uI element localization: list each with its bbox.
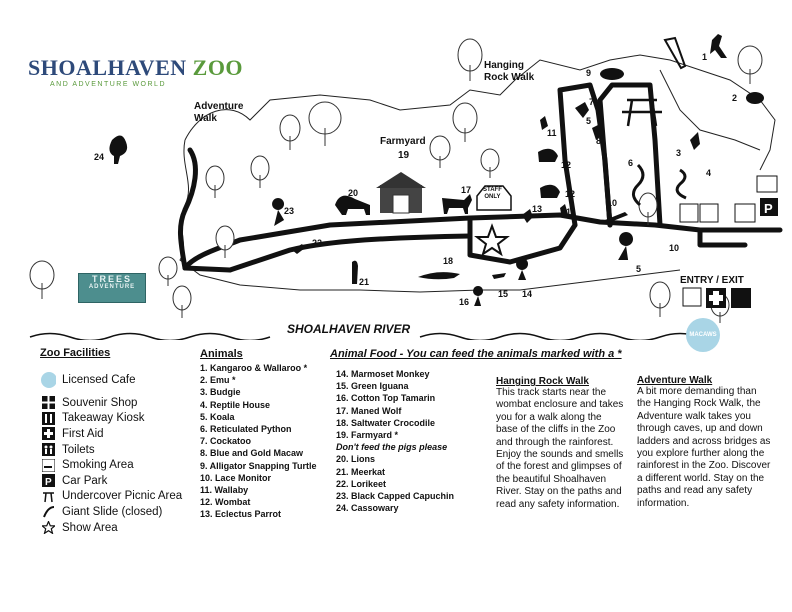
animals-legend-col1: [200, 348, 330, 521]
facility-label: Toilets: [62, 443, 95, 456]
adventure-walk-label: Adventure Walk: [194, 101, 244, 124]
river-label: SHOALHAVEN RIVER: [287, 322, 411, 336]
trees-badge-title: TREES: [91, 274, 132, 284]
turtle-icon: [600, 68, 624, 80]
cutlery-icon: [40, 412, 56, 425]
animal-list-item: Don't feed the pigs please: [336, 442, 448, 453]
animal-list-item: 21. Meerkat: [336, 466, 386, 477]
star-icon: [40, 521, 56, 534]
map-number-14: 14: [522, 289, 533, 299]
map-number-16: 16: [459, 297, 470, 307]
facility-label: Giant Slide (closed): [62, 505, 163, 518]
facility-label: Car Park: [62, 474, 108, 487]
facility-item: [40, 504, 200, 520]
map-number-1: 1: [702, 52, 708, 62]
facility-item: [40, 395, 200, 411]
animal-list-item: 1. Kangaroo & Wallaroo *: [200, 363, 308, 373]
animal-list-item: 4. Reptile House: [200, 399, 271, 410]
python-icon: [677, 170, 686, 198]
facilities-legend: [40, 347, 200, 535]
facility-label: Smoking Area: [62, 459, 134, 472]
kangaroo-icon: [710, 34, 727, 58]
animals-heading: Animals: [200, 348, 243, 360]
hanging-rock-info: [496, 376, 624, 511]
staff-only-label: STAFF ONLY: [483, 187, 502, 200]
map-number-18: 18: [443, 256, 454, 266]
animal-list-item: 18. Saltwater Crocodile: [336, 417, 436, 428]
animal-list-item: 2. Emu *: [200, 375, 236, 386]
animal-list-item: 3. Budgie: [200, 387, 241, 398]
animal-list-item: 9. Alligator Snapping Turtle: [200, 460, 317, 471]
adventure-walk-info: [637, 375, 772, 510]
animal-food-heading: Animal Food - You can feed the animals marked with a *: [330, 348, 622, 360]
tamarin-icon: [473, 286, 483, 306]
map-number-17: 17: [461, 185, 472, 195]
animal-list-item: 14. Marmoset Monkey: [336, 369, 430, 379]
animal-list-item: 19. Farmyard *: [336, 430, 399, 441]
parking-icon: [40, 474, 56, 487]
animal-list-item: 10. Lace Monitor: [200, 472, 272, 483]
animal-list-item: 7. Cockatoo: [200, 436, 252, 447]
map-number-22: 22: [312, 238, 323, 248]
wolf-icon: [442, 194, 472, 214]
slide-icon: [40, 505, 56, 518]
lion-icon: [335, 196, 370, 215]
map-number-10: 10: [607, 198, 618, 208]
wombat-icon-2: [540, 185, 560, 198]
croc-icon: [418, 272, 460, 279]
animal-list-item: 24. Cassowary: [336, 503, 399, 514]
barn-icon: [376, 172, 426, 213]
facility-item: [40, 442, 200, 458]
facilities-heading: Zoo Facilities: [40, 347, 111, 359]
picnic-table-map-icon: [622, 100, 662, 126]
map-number-15: 15: [498, 289, 509, 299]
map-number-5: 5: [586, 116, 592, 126]
map-number-21: 21: [359, 277, 370, 287]
iguana-icon: [492, 273, 506, 279]
map-number-13: 13: [532, 204, 543, 214]
map-number-12: 12: [561, 160, 572, 170]
map-number-20: 20: [348, 188, 359, 198]
facility-label: Show Area: [62, 521, 118, 534]
walking-paths: [180, 85, 780, 270]
animal-list-item: 16. Cotton Top Tamarin: [336, 393, 436, 404]
animal-list-item: 6. Reticulated Python: [200, 424, 292, 435]
facility-item: [40, 489, 200, 505]
show-area-star-icon: [477, 226, 507, 254]
map-number-4: 4: [706, 168, 712, 178]
hanging-rock-walk-label: Hanging Rock Walk: [484, 60, 535, 83]
facility-item: [40, 473, 200, 489]
animal-food-heading-wrap: [330, 348, 650, 360]
macaws-cafe-icon: [40, 374, 56, 387]
facility-label: Undercover Picnic Area: [62, 490, 183, 503]
map-number-24: 24: [94, 152, 105, 162]
entry-exit-label: ENTRY / EXIT: [680, 275, 744, 286]
animal-list-item: 20. Lions: [336, 454, 376, 465]
animals-legend-col2: [336, 368, 496, 514]
lorikeet-icon: [292, 244, 305, 254]
facility-item: [40, 365, 200, 395]
animal-list-item: 8. Blue and Gold Macaw: [200, 448, 304, 459]
map-number-9: 9: [586, 68, 592, 78]
logo-title-accent: ZOO: [192, 55, 244, 80]
koala-icon: [618, 232, 633, 260]
farmyard-number: 19: [398, 150, 410, 161]
marmoset-icon: [516, 258, 528, 280]
macaws-badge-label: MACAWS: [689, 332, 717, 338]
wombat-icon: [538, 149, 558, 162]
budgie-icon: [690, 132, 700, 150]
animal-list-item: 23. Black Capped Capuchin: [336, 491, 455, 502]
map-number-7: 7: [589, 97, 595, 107]
map-number-2: 2: [732, 93, 738, 103]
animal-list-item: 22. Lorikeet: [336, 478, 387, 489]
map-number-8: 8: [596, 136, 602, 146]
capuchin-icon: [272, 198, 284, 226]
hanging-rock-text: This track starts near the wombat enclosure and takes you for a walk along the base of the cliffs in the Zoo and through the rainforest. Enjoy the sounds and smells of the forest and glimpses of the beautiful Shoalhaven River. Stay on the paths and read any safety information.: [496, 387, 624, 510]
first-aid-icon: [40, 427, 56, 440]
emu-icon: [746, 92, 764, 104]
facility-item: [40, 426, 200, 442]
picnic-table-icon: [40, 490, 56, 503]
smoking-icon: [40, 459, 56, 472]
cassowary-icon: [109, 135, 127, 164]
map-number-6: 6: [628, 158, 634, 168]
facility-label: First Aid: [62, 427, 104, 440]
facility-item: [40, 520, 200, 536]
logo-title: SHOALHAVEN: [28, 55, 193, 80]
animal-list-item: 13. Eclectus Parrot: [200, 509, 282, 520]
animal-list-item: 12. Wombat: [200, 497, 251, 508]
logo-subtitle: AND ADVENTURE WORLD: [50, 81, 167, 88]
gift-icon: [40, 396, 56, 409]
animal-list-item: 11. Wallaby: [200, 485, 249, 496]
animal-list-item: 15. Green Iguana: [336, 381, 409, 392]
adventure-walk-text: A bit more demanding than the Hanging Rock Walk, the Adventure walk takes you through caves, up and down ladders and across bridges as you explore further along the rainforest in the Zoo. Discover a different world. Stay on the paths and read any safety information.: [637, 386, 771, 509]
svg-text:P: P: [764, 201, 773, 216]
trees-adventure-badge: [78, 273, 146, 303]
map-number-10: 10: [669, 243, 680, 253]
map-number-11: 11: [566, 207, 576, 217]
map-number-11: 11: [547, 128, 557, 138]
meerkat-icon: [352, 261, 358, 284]
hanging-rock-heading: Hanging Rock Walk: [496, 376, 589, 387]
adventure-walk-heading: Adventure Walk: [637, 375, 713, 386]
map-number-5: 5: [636, 264, 642, 274]
map-number-23: 23: [284, 206, 295, 216]
map-number-3: 3: [676, 148, 682, 158]
farmyard-label: Farmyard: [380, 136, 426, 147]
map-number-12: 12: [565, 189, 576, 199]
facility-label: Takeaway Kiosk: [62, 412, 145, 425]
facility-label: Souvenir Shop: [62, 396, 138, 409]
facility-label: Licensed Cafe: [62, 374, 136, 386]
facility-item: [40, 411, 200, 427]
facility-item: [40, 457, 200, 473]
svg-text:P: P: [44, 477, 52, 488]
toilets-icon: [40, 443, 56, 456]
macaws-badge: [686, 318, 720, 352]
trees-badge-sub: ADVENTURE: [88, 284, 136, 290]
animal-list-item: 17. Maned Wolf: [336, 405, 402, 416]
facility-signs: [680, 176, 778, 308]
animal-list-item: 5. Koala: [200, 411, 235, 422]
zoo-logo: [28, 55, 243, 88]
